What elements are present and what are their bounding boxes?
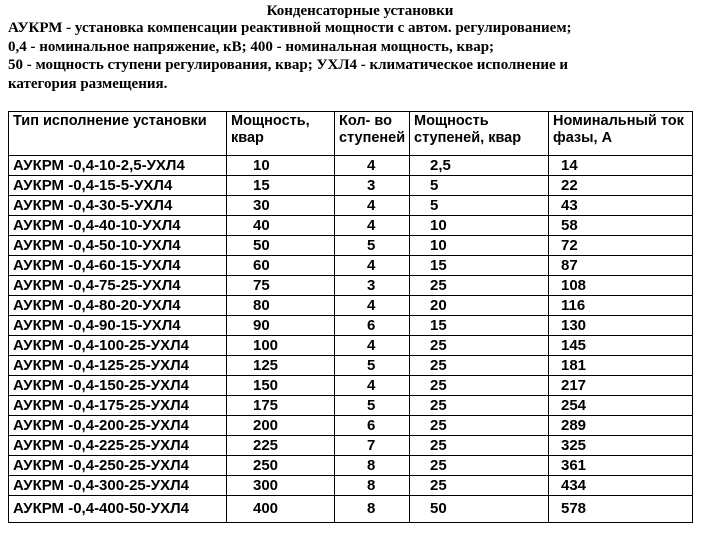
cell-type: АУКРМ -0,4-175-25-УХЛ4 — [9, 396, 227, 416]
cell-step-power: 10 — [410, 216, 549, 236]
cell-rated-current: 145 — [549, 336, 693, 356]
cell-step-power: 25 — [410, 356, 549, 376]
cell-power: 75 — [227, 276, 335, 296]
cell-steps-count: 8 — [335, 456, 410, 476]
cell-rated-current: 289 — [549, 416, 693, 436]
table-row — [9, 256, 693, 276]
table-body — [9, 156, 693, 523]
cell-power: 80 — [227, 296, 335, 316]
intro-line: 50 - мощность ступени регулирования, квар; УХЛ4 - климатическое исполнение и — [8, 57, 569, 73]
table-row — [9, 176, 693, 196]
cell-power: 30 — [227, 196, 335, 216]
table-row — [9, 336, 693, 356]
table-row — [9, 456, 693, 476]
cell-type: АУКРМ -0,4-150-25-УХЛ4 — [9, 376, 227, 396]
cell-rated-current: 87 — [549, 256, 693, 276]
header-steps-count: Кол- во ступеней — [335, 112, 410, 156]
header-power: Мощность, квар — [227, 112, 335, 156]
cell-power: 90 — [227, 316, 335, 336]
cell-step-power: 15 — [410, 256, 549, 276]
intro-line: категория размещения. — [8, 75, 168, 92]
cell-type: АУКРМ -0,4-300-25-УХЛ4 — [9, 476, 227, 496]
cell-step-power: 2,5 — [410, 156, 549, 176]
cell-type: АУКРМ -0,4-40-10-УХЛ4 — [9, 216, 227, 236]
cell-step-power: 15 — [410, 316, 549, 336]
table-header — [9, 112, 693, 156]
cell-steps-count: 4 — [335, 156, 410, 176]
cell-steps-count: 5 — [335, 356, 410, 376]
cell-rated-current: 108 — [549, 276, 693, 296]
header-rated-current: Номинальный ток фазы, А — [549, 112, 693, 156]
table-row — [9, 296, 693, 316]
cell-type: АУКРМ -0,4-50-10-УХЛ4 — [9, 236, 227, 256]
cell-step-power: 25 — [410, 276, 549, 296]
cell-type: АУКРМ -0,4-60-15-УХЛ4 — [9, 256, 227, 276]
cell-steps-count: 4 — [335, 196, 410, 216]
cell-steps-count: 4 — [335, 296, 410, 316]
intro-line: АУКРМ - установка компенсации реактивной мощности с автом. регулированием; — [8, 20, 572, 36]
header-row — [9, 112, 693, 156]
cell-type: АУКРМ -0,4-80-20-УХЛ4 — [9, 296, 227, 316]
cell-step-power: 10 — [410, 236, 549, 256]
table-row — [9, 436, 693, 456]
cell-type: АУКРМ -0,4-15-5-УХЛ4 — [9, 176, 227, 196]
cell-steps-count: 6 — [335, 316, 410, 336]
cell-step-power: 25 — [410, 476, 549, 496]
cell-power: 175 — [227, 396, 335, 416]
cell-type: АУКРМ -0,4-225-25-УХЛ4 — [9, 436, 227, 456]
cell-power: 150 — [227, 376, 335, 396]
table-row — [9, 156, 693, 176]
cell-step-power: 25 — [410, 416, 549, 436]
table-row — [9, 376, 693, 396]
header-type: Тип исполнение установки — [9, 112, 227, 156]
cell-step-power: 25 — [410, 396, 549, 416]
cell-power: 15 — [227, 176, 335, 196]
table-row — [9, 216, 693, 236]
cell-step-power: 5 — [410, 176, 549, 196]
cell-rated-current: 116 — [549, 296, 693, 316]
cell-power: 60 — [227, 256, 335, 276]
cell-type: АУКРМ -0,4-400-50-УХЛ4 — [9, 496, 227, 523]
cell-step-power: 25 — [410, 436, 549, 456]
cell-steps-count: 4 — [335, 336, 410, 356]
table-row — [9, 356, 693, 376]
cell-steps-count: 4 — [335, 256, 410, 276]
cell-steps-count: 3 — [335, 276, 410, 296]
table-row — [9, 396, 693, 416]
cell-steps-count: 8 — [335, 476, 410, 496]
cell-type: АУКРМ -0,4-125-25-УХЛ4 — [9, 356, 227, 376]
table-row — [9, 476, 693, 496]
cell-type: АУКРМ -0,4-90-15-УХЛ4 — [9, 316, 227, 336]
cell-steps-count: 7 — [335, 436, 410, 456]
document-title: Конденсаторные установки — [266, 3, 454, 19]
cell-power: 400 — [227, 496, 335, 523]
cell-power: 10 — [227, 156, 335, 176]
cell-step-power: 25 — [410, 336, 549, 356]
cell-rated-current: 43 — [549, 196, 693, 216]
cell-power: 125 — [227, 356, 335, 376]
table-row — [9, 276, 693, 296]
cell-type: АУКРМ -0,4-100-25-УХЛ4 — [9, 336, 227, 356]
cell-steps-count: 4 — [335, 376, 410, 396]
cell-rated-current: 254 — [549, 396, 693, 416]
table-row — [9, 196, 693, 216]
cell-power: 300 — [227, 476, 335, 496]
table-row — [9, 416, 693, 436]
cell-rated-current: 434 — [549, 476, 693, 496]
cell-rated-current: 181 — [549, 356, 693, 376]
cell-steps-count: 4 — [335, 216, 410, 236]
cell-power: 225 — [227, 436, 335, 456]
cell-rated-current: 72 — [549, 236, 693, 256]
cell-power: 100 — [227, 336, 335, 356]
cell-step-power: 20 — [410, 296, 549, 316]
cell-rated-current: 361 — [549, 456, 693, 476]
cell-rated-current: 22 — [549, 176, 693, 196]
header-step-power: Мощность ступеней, квар — [410, 112, 549, 156]
table-row — [9, 316, 693, 336]
intro-line: 0,4 - номинальное напряжение, кВ; 400 - номинальная мощность, квар; — [8, 38, 495, 55]
cell-step-power: 25 — [410, 376, 549, 396]
cell-power: 50 — [227, 236, 335, 256]
cell-rated-current: 58 — [549, 216, 693, 236]
table-row — [9, 496, 693, 523]
cell-power: 200 — [227, 416, 335, 436]
cell-step-power: 50 — [410, 496, 549, 523]
cell-steps-count: 5 — [335, 396, 410, 416]
cell-rated-current: 325 — [549, 436, 693, 456]
cell-type: АУКРМ -0,4-30-5-УХЛ4 — [9, 196, 227, 216]
cell-power: 40 — [227, 216, 335, 236]
installations-table — [8, 111, 693, 523]
cell-rated-current: 578 — [549, 496, 693, 523]
cell-step-power: 25 — [410, 456, 549, 476]
cell-rated-current: 14 — [549, 156, 693, 176]
cell-rated-current: 217 — [549, 376, 693, 396]
cell-type: АУКРМ -0,4-10-2,5-УХЛ4 — [9, 156, 227, 176]
cell-steps-count: 6 — [335, 416, 410, 436]
cell-steps-count: 3 — [335, 176, 410, 196]
cell-type: АУКРМ -0,4-75-25-УХЛ4 — [9, 276, 227, 296]
cell-rated-current: 130 — [549, 316, 693, 336]
cell-step-power: 5 — [410, 196, 549, 216]
intro-text — [8, 19, 714, 93]
cell-steps-count: 8 — [335, 496, 410, 523]
cell-type: АУКРМ -0,4-200-25-УХЛ4 — [9, 416, 227, 436]
table-row — [9, 236, 693, 256]
cell-steps-count: 5 — [335, 236, 410, 256]
cell-power: 250 — [227, 456, 335, 476]
cell-type: АУКРМ -0,4-250-25-УХЛ4 — [9, 456, 227, 476]
